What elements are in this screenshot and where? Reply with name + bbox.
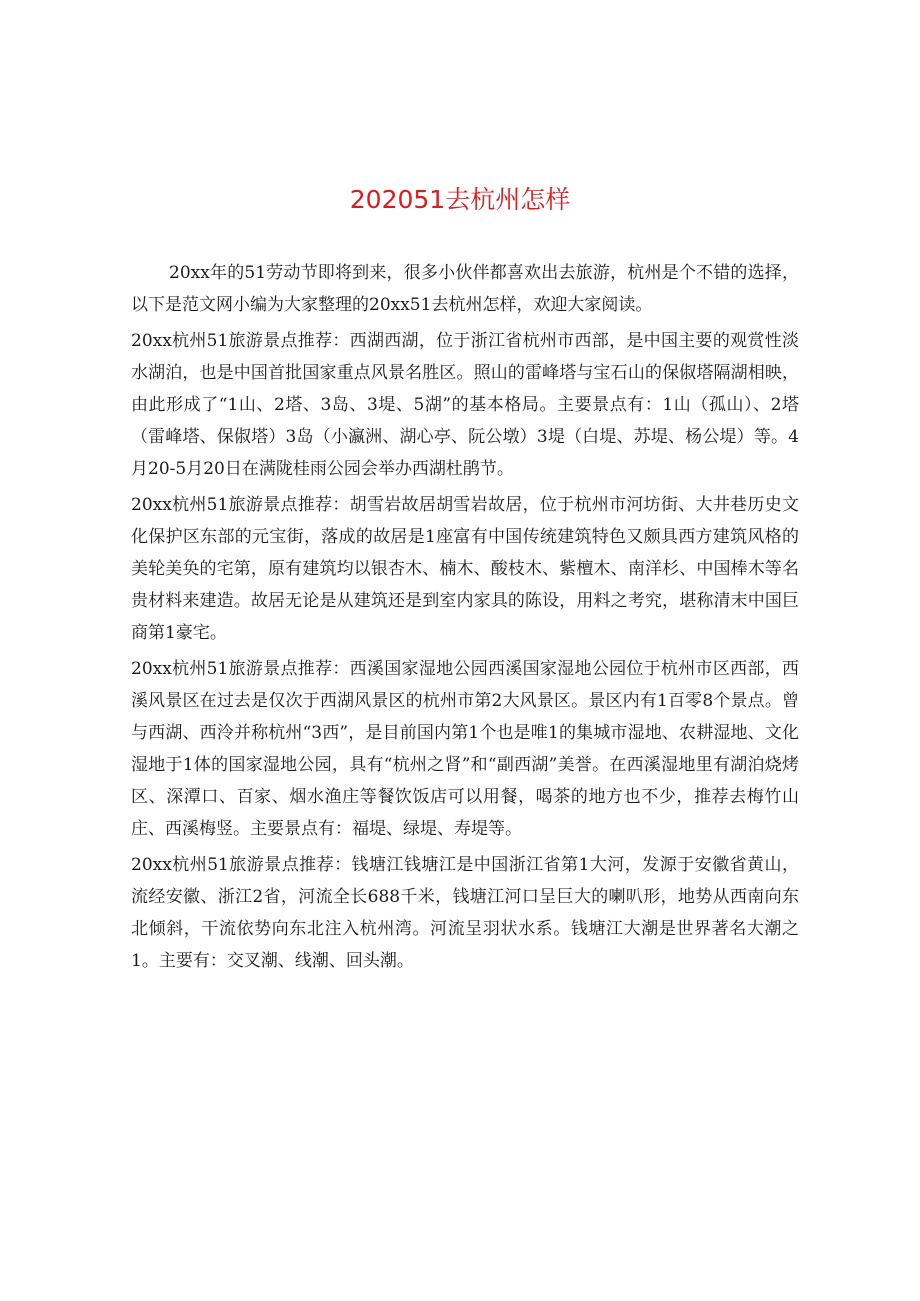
document-body <box>131 257 799 981</box>
intro-paragraph: 20xx年的51劳动节即将到来，很多小伙伴都喜欢出去旅游，杭州是个不错的选择，以下是范文网小编为大家整理的20xx51去杭州怎样，欢迎大家阅读。 <box>131 263 799 315</box>
paragraph-qiantang-river: 20xx杭州51旅游景点推荐：钱塘江钱塘江是中国浙江省第1大河，发源于安徽省黄山，流经安徽、浙江2省，河流全长688千米，钱塘江河口呈巨大的喇叭形，地势从西南向东北倾斜，干流依势向东北注入杭州湾。河流呈羽状水系。钱塘江大潮是世界著名大潮之1。主要有：交叉潮、线潮、回头潮。 <box>131 855 799 971</box>
paragraph-xixi-wetland: 20xx杭州51旅游景点推荐：西溪国家湿地公园西溪国家湿地公园位于杭州市区西部，西溪风景区在过去是仅次于西湖风景区的杭州市第2大风景区。景区内有1百零8个景点。曾与西湖、西泠并称杭州“3西”，是目前国内第1个也是唯1的集城市湿地、农耕湿地、文化湿地于1体的国家湿地公园，具有“杭州之肾”和“副西湖”美誉。在西溪湿地里有湖泊烧烤区、深潭口、百家、烟水渔庄等餐饮饭店可以用餐，喝茶的地方也不少，推荐去梅竹山庄、西溪梅竖。主要景点有：福堤、绿堤、寿堤等。 <box>131 659 799 839</box>
paragraph-hu-xueyan-residence: 20xx杭州51旅游景点推荐：胡雪岩故居胡雪岩故居，位于杭州市河坊街、大井巷历史文化保护区东部的元宝街，落成的故居是1座富有中国传统建筑特色又颇具西方建筑风格的美轮美奂的宅第，原有建筑均以银杏木、楠木、酸枝木、紫檀木、南洋杉、中国棒木等名贵材料来建造。故居无论是从建筑还是到室内家具的陈设，用料之考究，堪称清末中国巨商第1豪宅。 <box>131 495 799 643</box>
paragraph-west-lake: 20xx杭州51旅游景点推荐：西湖西湖，位于浙江省杭州市西部，是中国主要的观赏性淡水湖泊，也是中国首批国家重点风景名胜区。照山的雷峰塔与宝石山的保俶塔隔湖相映，由此形成了“1山、2塔、3岛、3堤、5湖”的基本格局。主要景点有：1山（孤山）、2塔（雷峰塔、保俶塔）3岛（小瀛洲、湖心亭、阮公墩）3堤（白堤、苏堤、杨公堤）等。4月20-5月20日在满陇桂雨公园会举办西湖杜鹃节。 <box>131 331 799 479</box>
document-title: 202051去杭州怎样 <box>349 185 571 214</box>
